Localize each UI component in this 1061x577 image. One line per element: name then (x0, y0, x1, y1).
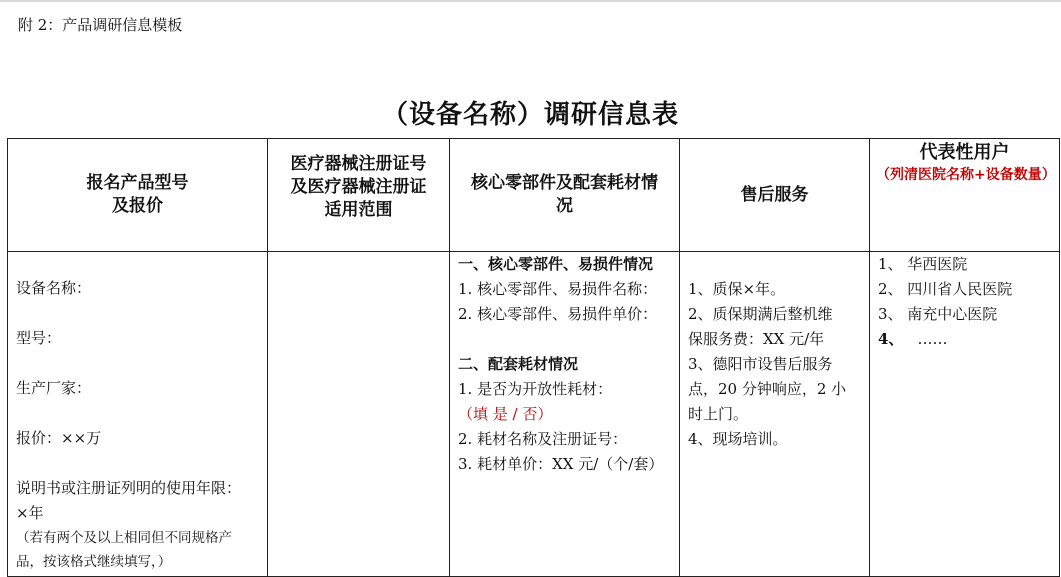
device-name-field: 设备名称： (16, 279, 92, 297)
user-item: 3、 南充中心医院 (878, 305, 998, 323)
survey-table (7, 138, 1060, 577)
header-text: 核心零部件及配套耗材情 (471, 173, 658, 193)
header-text: 报名产品型号 (86, 173, 189, 193)
consumables-item: 1. 是否为开放性耗材： (458, 380, 613, 398)
top-border-line (0, 0, 1061, 2)
header-text: 及报价 (112, 196, 163, 216)
core-parts-cell (450, 252, 680, 577)
consumables-section-heading: 二、配套耗材情况 (458, 355, 579, 373)
document-title: （设备名称）调研信息表 (381, 100, 679, 130)
header-after-sales (680, 139, 870, 252)
consumables-item: 3. 耗材单价：XX 元/（个/套） (458, 455, 664, 473)
header-text: 及医疗器械注册证 (290, 177, 427, 197)
registration-cell (268, 252, 450, 577)
user-item: 2、 四川省人民医院 (878, 280, 1013, 298)
header-text: 代表性用户 (919, 142, 1010, 163)
header-registration (268, 139, 450, 252)
service-item: 4、现场培训。 (688, 430, 788, 448)
parts-item: 2. 核心零部件、易损件单价： (458, 305, 658, 323)
user-item-ellipsis: …… (917, 330, 948, 348)
lifespan-field: 说明书或注册证列明的使用年限： (16, 479, 242, 497)
service-item: 2、质保期满后整机维 (688, 305, 833, 323)
note-text: （若有两个及以上相同但不同规格产 (16, 530, 232, 546)
service-item: 1、质保×年。 (688, 280, 786, 298)
after-sales-cell (680, 252, 870, 577)
lifespan-value: ×年 (16, 504, 44, 522)
user-item-number: 4、 (878, 330, 904, 348)
note-text: 品，按该格式继续填写，） (16, 554, 172, 570)
header-product-model (8, 139, 268, 252)
service-item: 点，20 分钟响应，2 小 (688, 380, 847, 398)
users-cell (870, 252, 1060, 577)
service-item: 3、德阳市设售后服务 (688, 355, 833, 373)
product-cell (8, 252, 268, 577)
parts-item: 1. 核心零部件、易损件名称： (458, 280, 658, 298)
user-item (870, 327, 1059, 352)
fill-yes-no-hint: （填 是 / 否） (458, 405, 553, 423)
header-text: 医疗器械注册证号 (290, 154, 427, 174)
table-header-row (8, 139, 1060, 252)
service-item: 时上门。 (688, 405, 749, 423)
table-body-row (8, 252, 1060, 577)
header-representative-users (870, 139, 1060, 252)
header-text: 况 (556, 196, 573, 216)
service-item: 保服务费：XX 元/年 (688, 330, 825, 348)
model-field: 型号： (16, 329, 62, 347)
header-note: （列清医院名称+设备数量） (876, 167, 1056, 183)
appendix-label: 附 2：产品调研信息模板 (18, 16, 183, 34)
manufacturer-field: 生产厂家： (16, 379, 92, 397)
user-item: 1、 华西医院 (878, 255, 968, 273)
header-core-parts (450, 139, 680, 252)
parts-section-heading: 一、核心零部件、易损件情况 (458, 255, 654, 273)
header-text: 售后服务 (740, 184, 809, 205)
consumables-item: 2. 耗材名称及注册证号： (458, 430, 628, 448)
price-field: 报价：××万 (16, 429, 102, 447)
header-text: 适用范围 (324, 200, 393, 220)
